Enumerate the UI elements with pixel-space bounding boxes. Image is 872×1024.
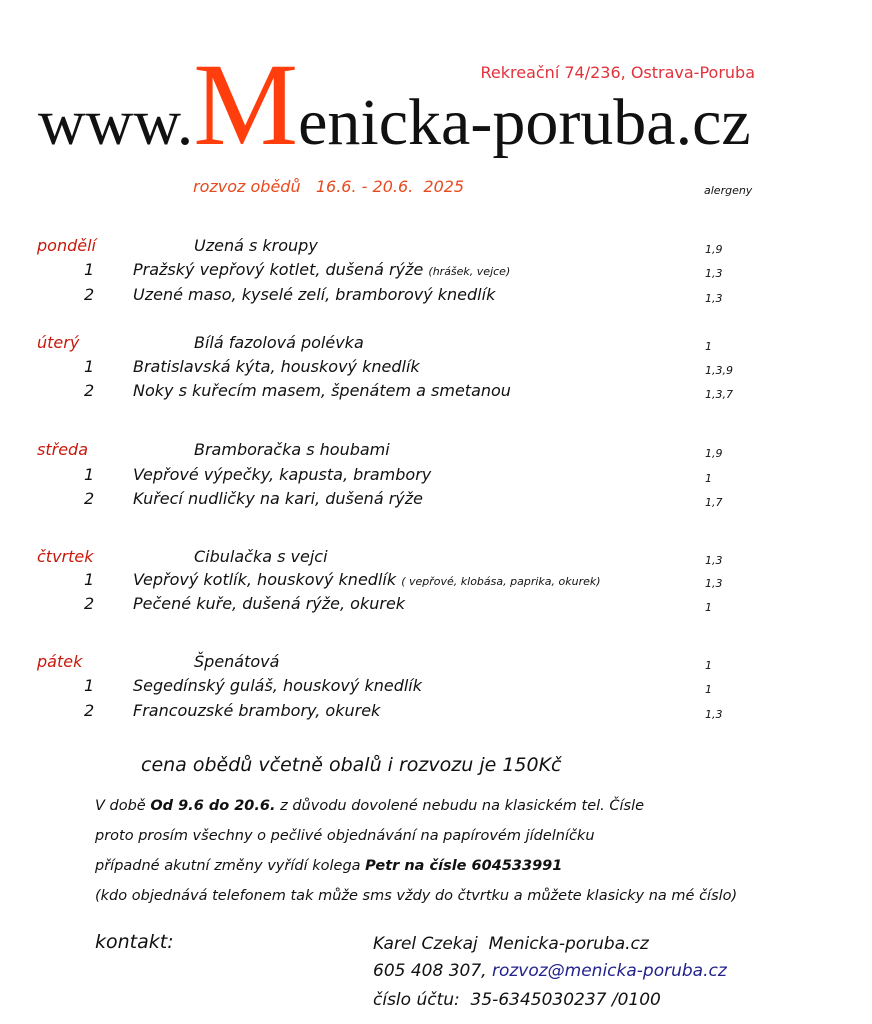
monday-soup-row	[0, 236, 872, 256]
meal-dish: Segedínský guláš, houskový knedlík	[133, 676, 422, 695]
meal-allergens: 1,3	[705, 577, 723, 590]
soup-allergens: 1	[705, 340, 712, 353]
notice-colleague-phone: Petr na čísle 604533991	[365, 858, 563, 874]
tuesday-meal-2-row	[0, 381, 872, 401]
soup-allergens: 1,9	[705, 243, 723, 256]
notice-line-2: proto prosím všechny o pečlivé objednávání na papírovém jídelníčku	[95, 828, 595, 844]
soup-name: Bílá fazolová polévka	[194, 333, 364, 352]
soup-allergens: 1,9	[705, 447, 723, 460]
day-name: čtvrtek	[37, 547, 94, 566]
meal-allergens: 1	[705, 472, 712, 485]
notice-dates: Od 9.6 do 20.6.	[150, 798, 276, 814]
monday-meal-2-row	[0, 285, 872, 305]
price-line: cena obědů včetně obalů i rozvozu je 150Kč	[141, 754, 562, 776]
notice-line-3	[95, 856, 562, 876]
meal-number: 1	[84, 357, 95, 376]
site-initial: M	[193, 39, 299, 170]
meal-number: 2	[84, 489, 95, 508]
allergens-header: alergeny	[704, 184, 753, 197]
meal-dish	[133, 260, 510, 282]
meal-number: 1	[84, 676, 95, 695]
soup-name: Špenátová	[194, 652, 280, 671]
dish-name: Pražský vepřový kotlet, dušená rýže	[133, 260, 424, 279]
contact-phone: 605 408 307,	[373, 961, 492, 981]
meal-dish: Uzené maso, kyselé zelí, bramborový knedlík	[133, 285, 496, 304]
soup-name: Cibulačka s vejci	[194, 547, 328, 566]
meal-allergens: 1	[705, 683, 712, 696]
site-prefix: www.	[38, 86, 194, 159]
meal-dish: Bratislavská kýta, houskový knedlík	[133, 357, 420, 376]
contact-name: Karel Czekaj Menicka-poruba.cz	[373, 934, 649, 954]
thursday-meal-1-row	[0, 570, 872, 590]
contact-email-link[interactable]: rozvoz@menicka-poruba.cz	[491, 961, 727, 981]
meal-allergens: 1,7	[705, 496, 723, 509]
notice-line-4: (kdo objednává telefonem tak může sms vždy do čtvrtku a můžete klasicky na mé číslo)	[95, 888, 738, 904]
notice-text: z důvodu dovolené nebudu na klasickém tel. Čísle	[275, 798, 645, 814]
meal-allergens: 1,3	[705, 292, 723, 305]
meal-number: 2	[84, 594, 95, 613]
meal-dish: Francouzské brambory, okurek	[133, 701, 381, 720]
meal-number: 2	[84, 285, 95, 304]
soup-name: Uzená s kroupy	[194, 236, 318, 255]
wednesday-meal-1-row	[0, 465, 872, 485]
meal-allergens: 1,3,9	[705, 364, 733, 377]
notice-text: V době	[95, 798, 151, 814]
notice-line-1	[95, 796, 644, 816]
wednesday-soup-row	[0, 440, 872, 460]
day-name: pondělí	[37, 236, 96, 255]
day-name: úterý	[37, 333, 80, 352]
contact-label: kontakt:	[95, 931, 174, 953]
day-name: středa	[37, 440, 88, 459]
meal-number: 2	[84, 701, 95, 720]
meal-allergens: 1,3	[705, 708, 723, 721]
tuesday-meal-1-row	[0, 357, 872, 377]
site-logo-title	[38, 39, 751, 170]
meal-number: 1	[84, 465, 95, 484]
wednesday-meal-2-row	[0, 489, 872, 509]
meal-allergens: 1,3,7	[705, 388, 733, 401]
contact-account: číslo účtu: 35-6345030237 /0100	[373, 990, 661, 1010]
soup-allergens: 1,3	[705, 554, 723, 567]
meal-allergens: 1,3	[705, 267, 723, 280]
meal-dish: Vepřové výpečky, kapusta, brambory	[133, 465, 432, 484]
meal-dish: Noky s kuřecím masem, špenátem a smetanou	[133, 381, 511, 400]
delivery-period: rozvoz obědů 16.6. - 20.6. 2025	[193, 177, 465, 196]
meal-dish: Pečené kuře, dušená rýže, okurek	[133, 594, 406, 613]
soup-name: Bramboračka s houbami	[194, 440, 390, 459]
friday-meal-1-row	[0, 676, 872, 696]
meal-number: 1	[84, 570, 95, 589]
meal-number: 1	[84, 260, 95, 279]
soup-allergens: 1	[705, 659, 712, 672]
thursday-meal-2-row	[0, 594, 872, 614]
meal-number: 2	[84, 381, 95, 400]
thursday-soup-row	[0, 547, 872, 567]
meal-dish: Kuřecí nudličky na kari, dušená rýže	[133, 489, 423, 508]
dish-note: ( vepřové, klobása, paprika, okurek)	[401, 575, 601, 588]
tuesday-soup-row	[0, 333, 872, 353]
notice-text: případné akutní změny vyřídí kolega	[95, 858, 366, 874]
contact-phone-email	[373, 960, 727, 982]
friday-soup-row	[0, 652, 872, 672]
restaurant-address: Rekreační 74/236, Ostrava-Poruba	[480, 63, 755, 82]
dish-note: (hrášek, vejce)	[428, 265, 511, 278]
site-rest: enicka-poruba.cz	[298, 86, 751, 159]
meal-allergens: 1	[705, 601, 712, 614]
day-name: pátek	[37, 652, 83, 671]
friday-meal-2-row	[0, 701, 872, 721]
meal-dish	[133, 570, 601, 592]
dish-name: Vepřový kotlík, houskový knedlík	[133, 570, 397, 589]
monday-meal-1-row	[0, 260, 872, 280]
